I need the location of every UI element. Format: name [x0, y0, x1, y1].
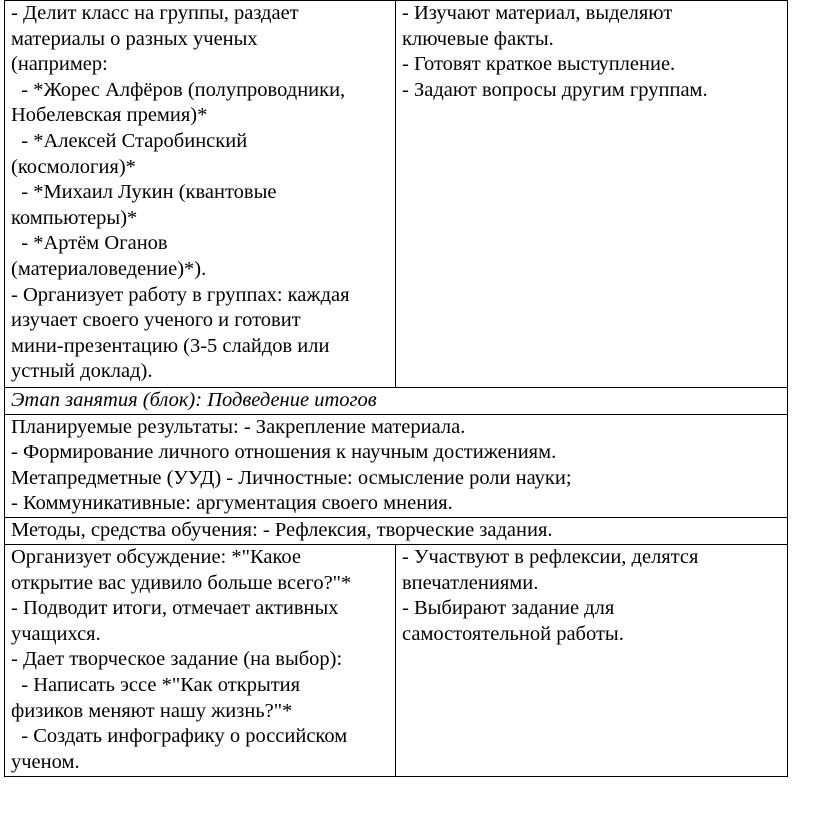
text-line: - Готовят краткое выступление. — [402, 53, 676, 76]
text-line: (космология)* — [11, 155, 136, 178]
text-line: - *Алексей Старобинский — [11, 129, 248, 152]
text-line: Метапредметные (УУД) - Личностные: осмысление роли науки; — [11, 466, 572, 489]
text-line: самостоятельной работы. — [402, 622, 624, 645]
text-line: учащихся. — [11, 622, 101, 645]
text-line: - *Михаил Лукин (квантовые — [11, 181, 277, 204]
text-line: - Создать инфографику о российском — [11, 725, 348, 748]
text-line: ученом. — [11, 750, 80, 773]
summary-teacher-text — [11, 545, 389, 775]
text-line: мини-презентацию (3-5 слайдов или — [11, 334, 330, 357]
stage-title: Этап занятия (блок): Подведение итогов — [11, 389, 377, 411]
text-line: - Коммуникативные: аргументация своего мнения. — [11, 492, 453, 515]
summary-teacher-cell — [5, 544, 396, 776]
summary-student-text — [402, 545, 781, 647]
lesson-plan-table — [4, 0, 788, 777]
text-line: компьютеры)* — [11, 206, 138, 229]
text-line: (например: — [11, 53, 108, 76]
lesson-plan-document — [4, 0, 788, 777]
methods-cell — [5, 517, 788, 544]
text-line: открытие вас удивило больше всего?"* — [11, 571, 352, 594]
summary-activity-row — [5, 544, 788, 776]
text-line: - *Жорес Алфёров (полупроводники, — [11, 78, 346, 101]
text-line: изучает своего ученого и готовит — [11, 309, 301, 332]
stage-title-row — [5, 388, 788, 415]
teacher-activity-cell — [5, 1, 396, 388]
text-line: (материаловедение)*). — [11, 257, 207, 280]
text-line: ключевые факты. — [402, 27, 554, 50]
text-line: - Подводит итоги, отмечает активных — [11, 597, 339, 620]
text-line: Планируемые результаты: - Закрепление материала. — [11, 415, 466, 438]
student-activity-text — [402, 1, 781, 103]
text-line: - Делит класс на группы, раздает — [11, 2, 299, 24]
text-line: - Формирование личного отношения к научным достижениям. — [11, 441, 557, 464]
text-line: - *Артём Оганов — [11, 232, 168, 255]
planned-results-cell — [5, 414, 788, 517]
stage-title-cell — [5, 388, 788, 415]
text-line: - Дает творческое задание (на выбор): — [11, 648, 343, 671]
activity-row — [5, 1, 788, 388]
text-line: - Написать эссе *"Как открытия — [11, 673, 301, 696]
text-line: устный доклад). — [11, 360, 153, 383]
text-line: - Организует работу в группах: каждая — [11, 283, 350, 306]
text-line: впечатлениями. — [402, 571, 539, 594]
text-line: - Изучают материал, выделяют — [402, 2, 673, 24]
student-activity-cell — [396, 1, 788, 388]
text-line: материалы о разных ученых — [11, 27, 258, 50]
methods-row — [5, 517, 788, 544]
text-line: - Участвуют в рефлексии, делятся — [402, 545, 699, 568]
teacher-activity-text — [11, 1, 389, 385]
planned-results-row — [5, 414, 788, 517]
text-line: - Задают вопросы другим группам. — [402, 78, 708, 101]
planned-results-text — [11, 415, 781, 517]
text-line: физиков меняют нашу жизнь?"* — [11, 699, 293, 722]
methods-text: Методы, средства обучения: - Рефлексия, творческие задания. — [11, 518, 553, 541]
text-line: - Выбирают задание для — [402, 597, 615, 620]
text-line: Нобелевская премия)* — [11, 104, 208, 127]
text-line: Организует обсуждение: *"Какое — [11, 545, 302, 568]
summary-student-cell — [396, 544, 788, 776]
